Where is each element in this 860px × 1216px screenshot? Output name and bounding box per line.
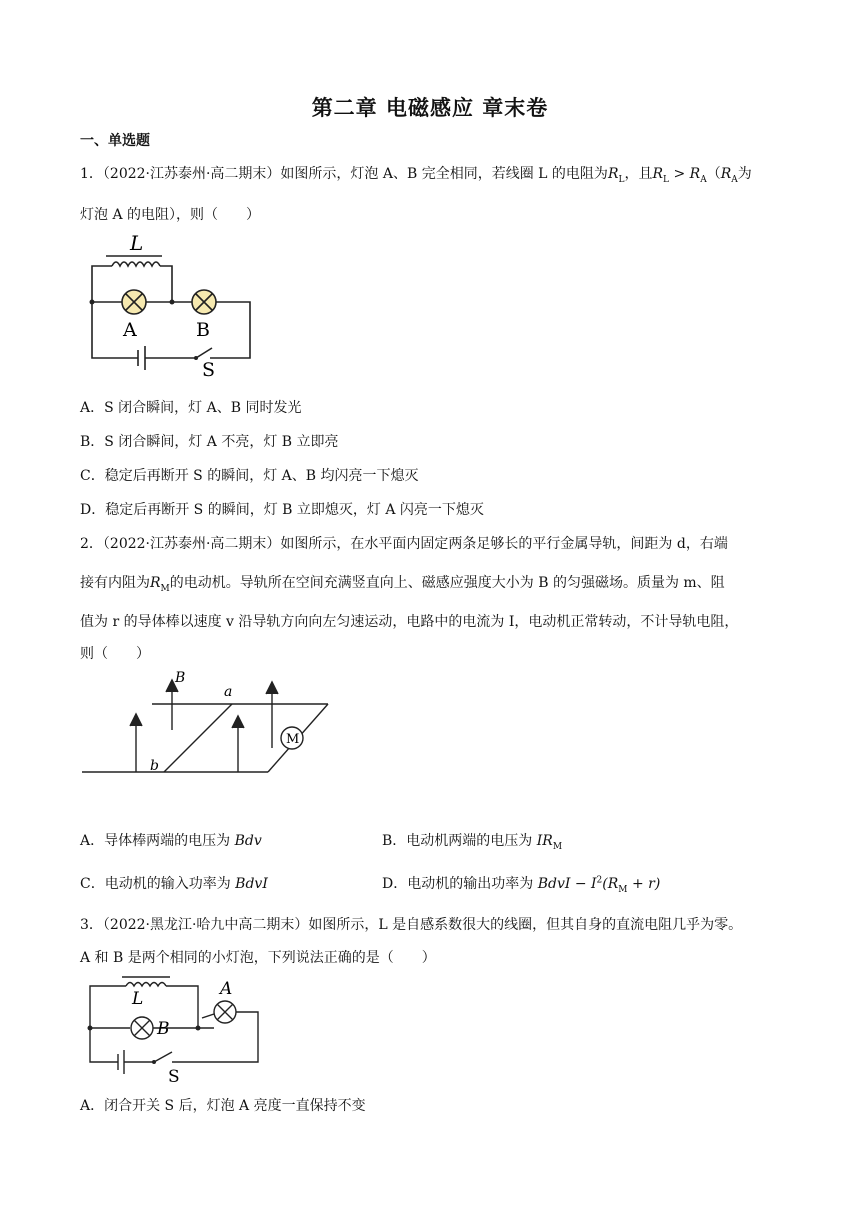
q2-fig-label-b: b	[150, 758, 159, 774]
q2-option-b	[382, 830, 562, 852]
q1-fig-label-b: B	[196, 319, 210, 341]
q2-stem-line4: 则（ ）	[80, 646, 150, 662]
q1-option-b: B．S 闭合瞬间，灯 A 不亮，灯 B 立即亮	[80, 434, 339, 450]
q2-option-d-expr3: + r)	[627, 876, 661, 892]
q2-option-c	[80, 873, 268, 893]
q2-fig-label-b-field: B	[175, 670, 186, 686]
q1-sub-l2: L	[663, 174, 669, 185]
q1-fig-label-a: A	[123, 319, 137, 341]
q2-option-b-text: B．电动机两端的电压为	[382, 833, 537, 849]
q3-node-left	[88, 1026, 93, 1031]
q1-fig-label-s: S	[202, 359, 216, 380]
q2-option-b-expr: IR	[536, 833, 553, 849]
q1-text-a: 1．（2022·江苏泰州·高二期末）如图所示，灯泡 A、B 完全相同，若线圈 L 的电阻为	[80, 166, 608, 182]
q1-node-left	[90, 300, 95, 305]
q2-text-a: 接有内阻为	[80, 575, 150, 591]
q2-stem-line1: 2．（2022·江苏泰州·高二期末）如图所示，在水平面内固定两条足够长的平行金属导轨，间距为 d，右端	[80, 536, 728, 552]
q2-stem-line2	[80, 572, 725, 594]
q3-fig-label-s: S	[168, 1067, 180, 1084]
q1-sym-r4: R	[720, 166, 732, 182]
q1-sym-r: R	[607, 166, 619, 182]
q2-fig-label-a: a	[224, 684, 233, 700]
q1-sub-l: L	[618, 174, 625, 185]
q2-fig-label-m: M	[286, 732, 300, 747]
q2-option-d-sub: M	[618, 884, 628, 895]
q1-text-d: 为	[737, 166, 752, 182]
q3-option-a: A．闭合开关 S 后，灯泡 A 亮度一直保持不变	[80, 1098, 366, 1114]
q2-text-b: 的电动机。导轨所在空间充满竖直向上、磁感应强度大小为 B 的匀强磁场。质量为 m、阻	[169, 575, 725, 591]
q3-switch-pivot	[152, 1060, 156, 1064]
q2-stem-line3: 值为 r 的导体棒以速度 v 沿导轨方向向左匀速运动，电路中的电流为 I，电动机正常转动，不计导轨电阻，	[80, 614, 739, 630]
q1-sub-a2: A	[731, 174, 738, 185]
q2-option-c-text: C．电动机的输入功率为	[80, 876, 236, 892]
q2-option-d-expr2: (R	[602, 876, 619, 892]
q3-circuit-figure	[82, 972, 272, 1084]
q1-sym-r3: R	[689, 166, 701, 182]
q1-circuit-figure	[82, 230, 262, 380]
q3-fig-label-a: A	[220, 979, 233, 999]
q2-option-c-expr: BdvI	[235, 876, 268, 892]
q1-stem-line1	[80, 163, 752, 185]
q2-sym-r: R	[150, 575, 161, 591]
q2-option-b-sub: M	[552, 841, 563, 852]
q1-option-a: A．S 闭合瞬间，灯 A、B 同时发光	[80, 400, 302, 416]
q3-fig-label-l: L	[132, 989, 144, 1009]
q1-option-c: C．稳定后再断开 S 的瞬间，灯 A、B 均闪亮一下熄灭	[80, 468, 419, 484]
q1-sub-a: A	[700, 174, 707, 185]
q2-option-d	[382, 873, 660, 895]
page-title: 第二章 电磁感应 章末卷	[311, 96, 549, 120]
section-heading: 一、单选题	[80, 133, 150, 149]
q2-sub-m: M	[160, 583, 170, 594]
q3-stem-line1: 3．（2022·黑龙江·哈九中高二期末）如图所示，L 是自感系数很大的线圈，但其自身的直流电阻几乎为零。	[80, 917, 743, 933]
q1-option-d: D．稳定后再断开 S 的瞬间，灯 B 立即熄灭，灯 A 闪亮一下熄灭	[80, 502, 484, 518]
q2-option-a-expr: Bdv	[234, 833, 262, 849]
q1-sym-r2: R	[652, 166, 664, 182]
q1-fig-label-l: L	[130, 231, 144, 255]
q2-rail-figure	[80, 668, 340, 780]
q2-option-d-expr1: BdvI − I	[537, 876, 597, 892]
q2-option-d-text: D．电动机的输出功率为	[382, 876, 538, 892]
q2-option-d-sup: 2	[596, 875, 603, 886]
q1-node-mid	[170, 300, 175, 305]
q2-option-a-text: A．导体棒两端的电压为	[80, 833, 235, 849]
q3-stem-line2: A 和 B 是两个相同的小灯泡，下列说法正确的是（ ）	[80, 950, 436, 966]
q1-switch-pivot	[194, 356, 198, 360]
q1-text-b: ，且	[624, 166, 653, 182]
q3-node-right	[196, 1026, 201, 1031]
q2-option-a	[80, 830, 262, 850]
q1-gt: >	[669, 166, 690, 182]
q3-fig-label-b: B	[157, 1019, 170, 1039]
q1-stem-line2: 灯泡 A 的电阻），则（ ）	[80, 207, 261, 223]
q1-text-c: （	[706, 166, 721, 182]
